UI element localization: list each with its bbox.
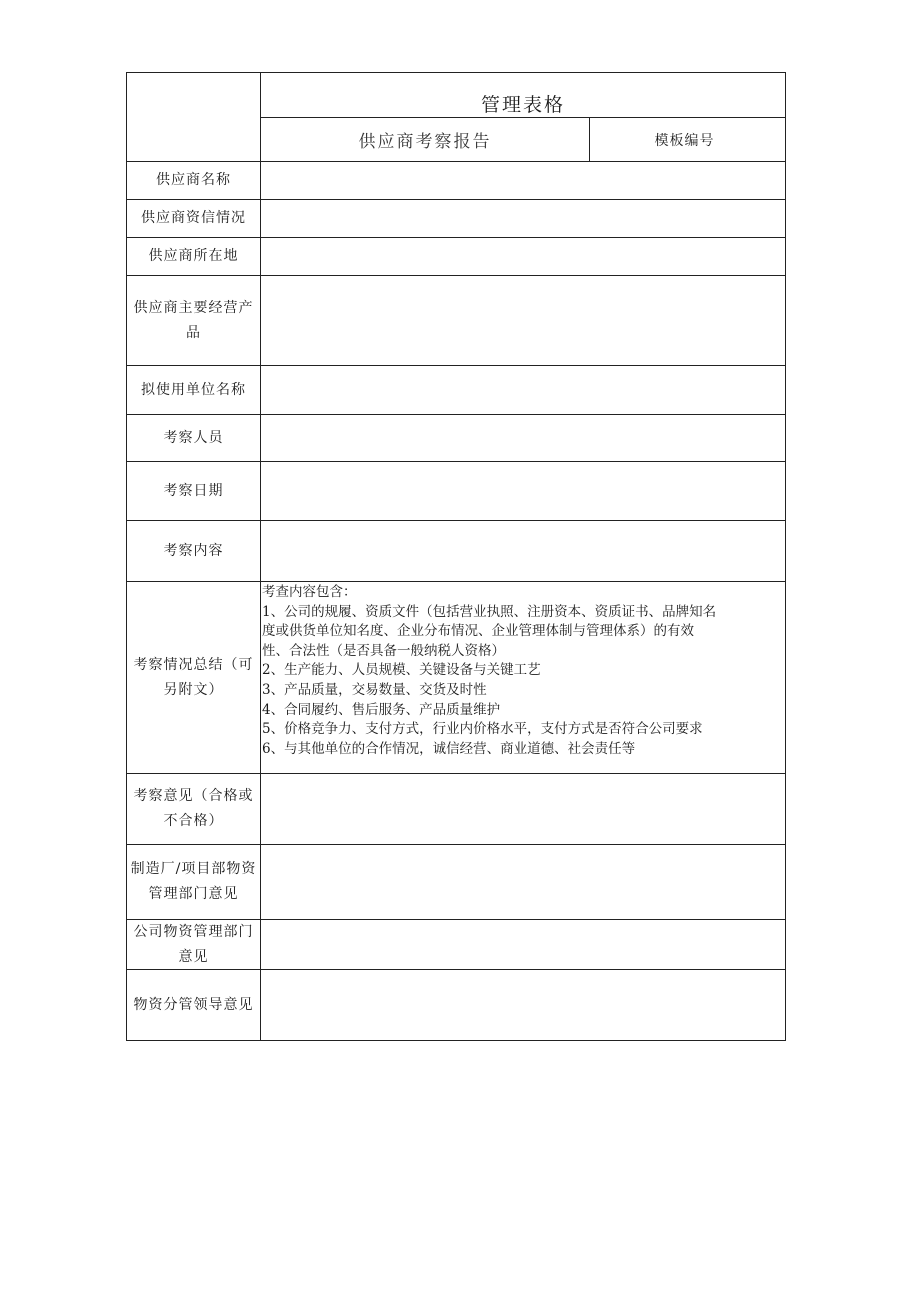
- supplier-location-label: [127, 238, 260, 275]
- material-leader-opinion-label: [127, 970, 260, 1040]
- inspection-content-label-line: 考察内容: [163, 542, 224, 559]
- inspection-summary-label-line: 考察情况总结（可: [133, 656, 254, 673]
- inspection-summary-text: [262, 583, 785, 759]
- inspection-date-label: [127, 462, 260, 520]
- summary-line: 2、生产能力、人员规模、关键设备与关键工艺: [262, 662, 541, 679]
- summary-line: 度或供货单位知名度、企业分布情况、企业管理体制与管理体系）的有效: [262, 623, 694, 640]
- supplier-credit-label-line: 供应商资信情况: [141, 210, 246, 226]
- inspection-opinion-label-line: 不合格）: [163, 813, 224, 829]
- summary-line: 考查内容包含：: [262, 584, 357, 600]
- inspection-opinion-label-line: 考察意见（合格或: [133, 788, 254, 804]
- inspection-summary-label: [127, 582, 260, 773]
- supplier-location-label-line: 供应商所在地: [148, 248, 239, 264]
- logo-area: [127, 73, 260, 161]
- supplier-credit-value[interactable]: [261, 200, 785, 237]
- summary-line: 1、公司的规履、资质文件（包括营业执照、注册资本、资质证书、品牌知名: [262, 603, 717, 620]
- plant-material-dept-opinion-value[interactable]: [261, 845, 785, 919]
- supplier-products-label-line: 供应商主要经营产: [133, 299, 254, 316]
- supplier-credit-label: [127, 200, 260, 237]
- summary-line: 6、与其他单位的合作情况，诚信经营、商业道德、社会责任等: [262, 740, 636, 757]
- summary-line: 4、合同履约、售后服务、产品质量维护: [262, 701, 501, 718]
- plant-material-dept-opinion-label-line: 管理部门意见: [148, 886, 239, 902]
- supplier-products-label: [127, 276, 260, 365]
- supplier-name-label-line: 供应商名称: [156, 172, 231, 188]
- form-title: 管理表格: [480, 93, 565, 116]
- using-unit-name-label-line: 拟使用单位名称: [141, 381, 246, 398]
- summary-line: 5、价格竞争力、支付方式，行业内价格水平，支付方式是否符合公司要求: [262, 721, 703, 738]
- summary-line: 3、产品质量，交易数量、交货及时性: [262, 681, 487, 698]
- supplier-name-label: [127, 162, 260, 199]
- material-leader-opinion-value[interactable]: [261, 970, 785, 1040]
- plant-material-dept-opinion-label-line: 制造厂/项目部物资: [130, 861, 257, 877]
- inspection-content-value[interactable]: [261, 521, 785, 581]
- inspection-content-label: [127, 521, 260, 581]
- supplier-location-value[interactable]: [261, 238, 785, 275]
- material-leader-opinion-label-line: 物资分管领导意见: [133, 996, 254, 1013]
- plant-material-dept-opinion-label: [127, 845, 260, 919]
- inspectors-label: [127, 415, 260, 461]
- supplier-inspection-form: [126, 72, 786, 1041]
- template-code-label: 模板编号: [654, 132, 715, 149]
- inspectors-label-line: 考察人员: [163, 429, 224, 446]
- inspection-date-label-line: 考察日期: [163, 482, 224, 499]
- using-unit-name-value[interactable]: [261, 366, 785, 414]
- inspection-summary-label-line: 另附文）: [163, 681, 224, 698]
- supplier-name-value[interactable]: [261, 162, 785, 199]
- company-material-dept-opinion-value[interactable]: [261, 920, 785, 969]
- supplier-products-label-line: 品: [186, 324, 201, 341]
- report-name: 供应商考察报告: [358, 132, 492, 152]
- inspection-opinion-label: [127, 774, 260, 844]
- inspectors-value[interactable]: [261, 415, 785, 461]
- inspection-opinion-value[interactable]: [261, 774, 785, 844]
- company-material-dept-opinion-label: [127, 920, 260, 969]
- using-unit-name-label: [127, 366, 260, 414]
- company-material-dept-opinion-label-line: 意见: [178, 948, 209, 965]
- supplier-products-value[interactable]: [261, 276, 785, 365]
- summary-line: 性、合法性（是否具备一般纳税人资格）: [262, 642, 505, 659]
- inspection-date-value[interactable]: [261, 462, 785, 520]
- company-material-dept-opinion-label-line: 公司物资管理部门: [133, 923, 254, 940]
